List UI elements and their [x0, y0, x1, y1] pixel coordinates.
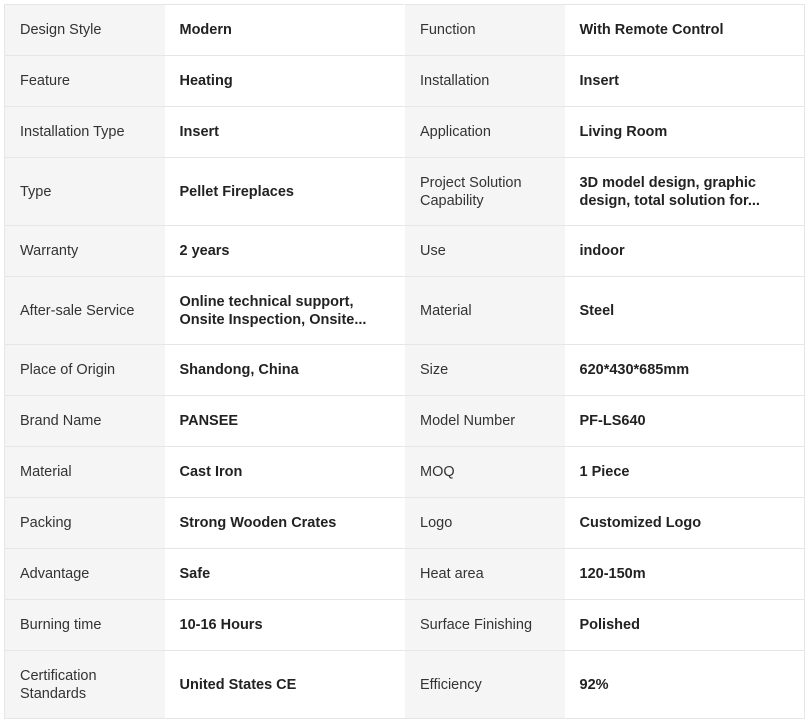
spec-row — [5, 651, 805, 719]
spec-key: Material — [5, 447, 165, 498]
spec-key: Efficiency — [405, 651, 565, 719]
spec-value: 2 years — [165, 226, 405, 277]
spec-row — [5, 277, 805, 345]
spec-value: Steel — [565, 277, 805, 345]
spec-key — [405, 158, 565, 226]
spec-row — [5, 56, 805, 107]
spec-value: United States CE — [165, 651, 405, 719]
spec-key-text: Project Solution Capability — [420, 174, 522, 209]
spec-value: Cast Iron — [165, 447, 405, 498]
spec-value: PANSEE — [165, 396, 405, 447]
spec-key: After-sale Service — [5, 277, 165, 345]
spec-value: Living Room — [565, 107, 805, 158]
spec-row — [5, 447, 805, 498]
spec-value: Insert — [565, 56, 805, 107]
spec-key: Place of Origin — [5, 345, 165, 396]
spec-key: Feature — [5, 56, 165, 107]
spec-value — [165, 277, 405, 345]
spec-value: Customized Logo — [565, 498, 805, 549]
spec-value — [565, 158, 805, 226]
spec-value: Insert — [165, 107, 405, 158]
spec-key-text: Certification Standards — [20, 667, 97, 702]
spec-value-text: Online technical support, Onsite Inspection, Onsite... — [179, 293, 367, 328]
spec-key: Application — [405, 107, 565, 158]
spec-key: Model Number — [405, 396, 565, 447]
product-specifications-table — [4, 4, 805, 719]
spec-value: PF-LS640 — [565, 396, 805, 447]
spec-value: indoor — [565, 226, 805, 277]
spec-value: Heating — [165, 56, 405, 107]
spec-value: Polished — [565, 600, 805, 651]
spec-key: Heat area — [405, 549, 565, 600]
spec-value: Strong Wooden Crates — [165, 498, 405, 549]
spec-row — [5, 226, 805, 277]
spec-key: Packing — [5, 498, 165, 549]
spec-value: 92% — [565, 651, 805, 719]
spec-row — [5, 345, 805, 396]
spec-key: Burning time — [5, 600, 165, 651]
spec-key: Warranty — [5, 226, 165, 277]
spec-row — [5, 549, 805, 600]
spec-key: Brand Name — [5, 396, 165, 447]
spec-key: Use — [405, 226, 565, 277]
spec-key: Logo — [405, 498, 565, 549]
spec-value: Safe — [165, 549, 405, 600]
spec-key: MOQ — [405, 447, 565, 498]
spec-key: Installation — [405, 56, 565, 107]
spec-value: 1 Piece — [565, 447, 805, 498]
spec-value-text: 3D model design, graphic design, total solution for... — [579, 174, 760, 209]
spec-row — [5, 498, 805, 549]
spec-key — [5, 651, 165, 719]
spec-key: Design Style — [5, 5, 165, 56]
spec-key: Material — [405, 277, 565, 345]
spec-value: 10-16 Hours — [165, 600, 405, 651]
spec-value: 620*430*685mm — [565, 345, 805, 396]
spec-key: Installation Type — [5, 107, 165, 158]
spec-row — [5, 107, 805, 158]
spec-key: Type — [5, 158, 165, 226]
spec-value: With Remote Control — [565, 5, 805, 56]
spec-row — [5, 158, 805, 226]
spec-row — [5, 600, 805, 651]
spec-row — [5, 5, 805, 56]
spec-row — [5, 396, 805, 447]
spec-value: 120-150m — [565, 549, 805, 600]
spec-key: Function — [405, 5, 565, 56]
spec-value: Modern — [165, 5, 405, 56]
spec-key: Advantage — [5, 549, 165, 600]
spec-key: Surface Finishing — [405, 600, 565, 651]
spec-value: Pellet Fireplaces — [165, 158, 405, 226]
spec-value: Shandong, China — [165, 345, 405, 396]
spec-key: Size — [405, 345, 565, 396]
